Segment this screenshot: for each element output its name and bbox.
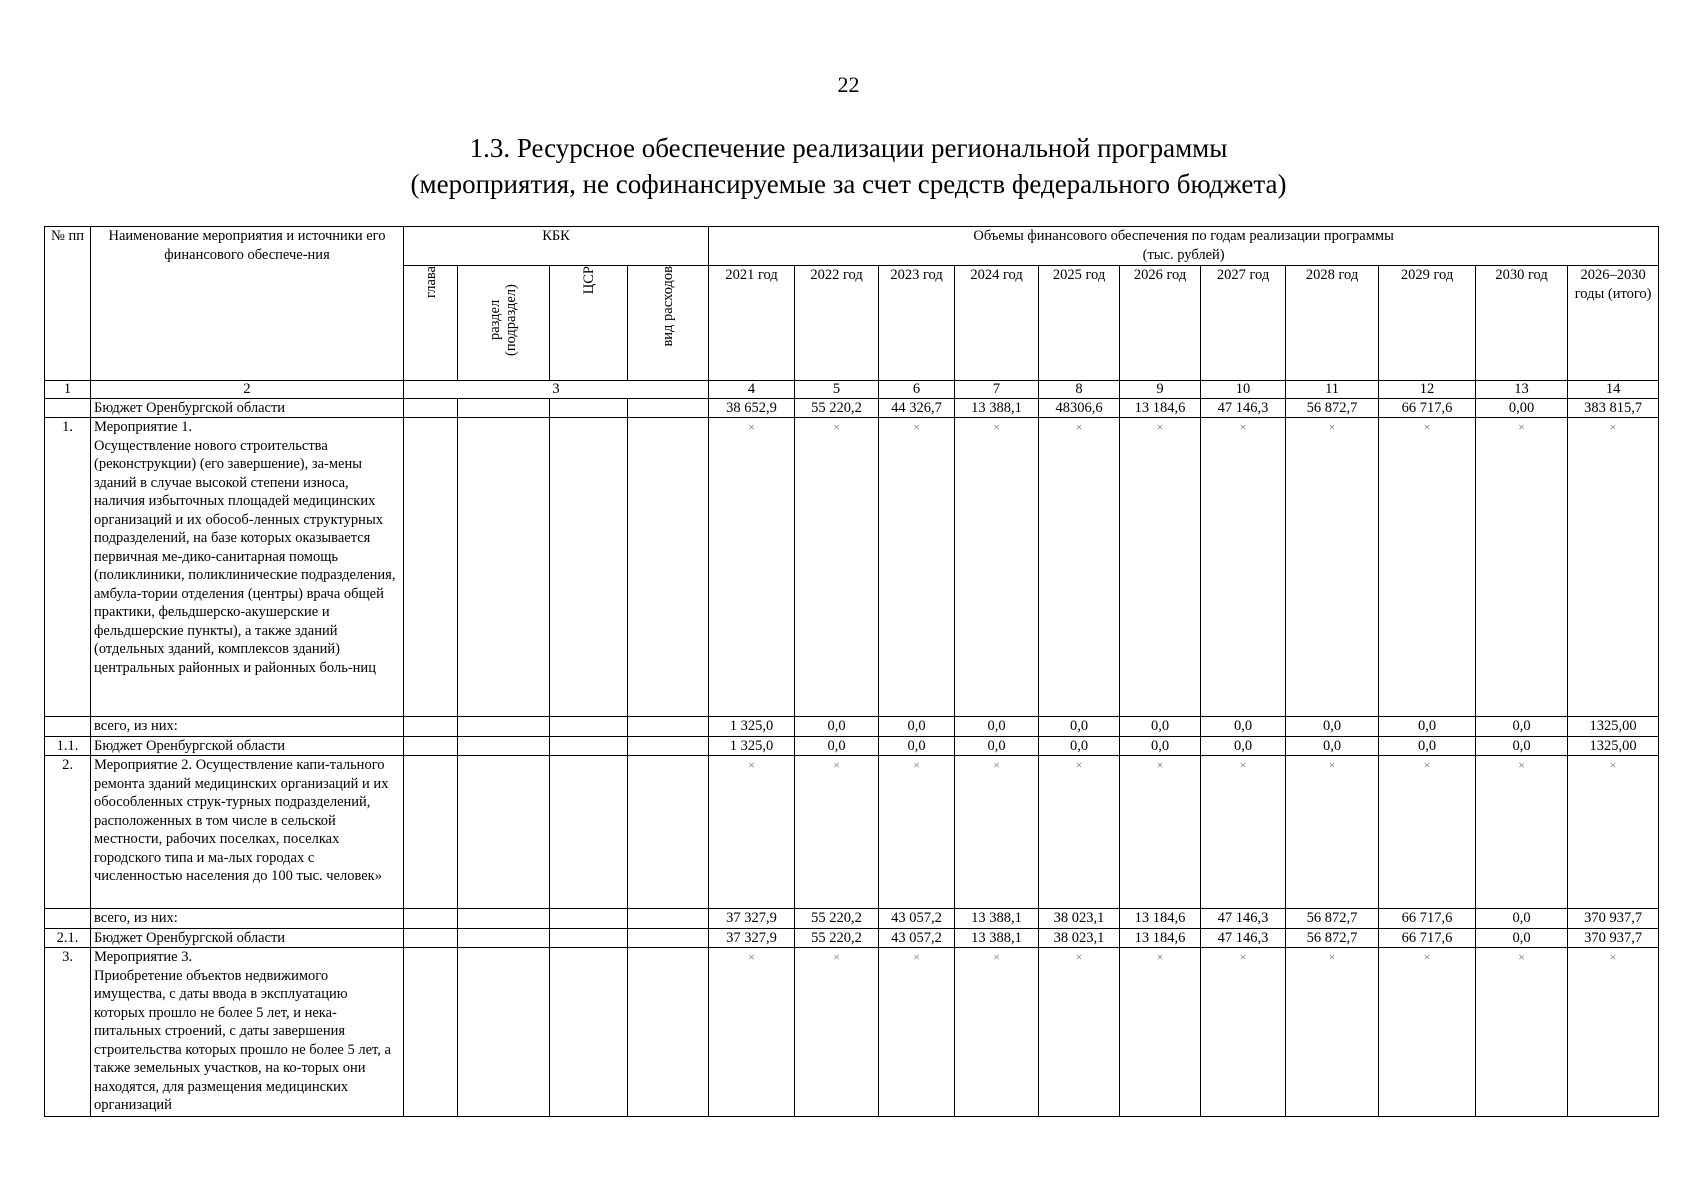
not-applicable-mark: × bbox=[1476, 418, 1568, 717]
not-applicable-mark: × bbox=[1120, 418, 1201, 717]
value-cell: 47 146,3 bbox=[1201, 398, 1286, 418]
kbk-cell bbox=[550, 717, 628, 737]
row-num bbox=[45, 398, 91, 418]
year-header: 2026–2030 годы (итого) bbox=[1568, 266, 1659, 381]
kbk-cell bbox=[550, 928, 628, 948]
row-num: 3. bbox=[45, 948, 91, 1117]
kbk-cell bbox=[550, 418, 628, 717]
value-cell: 370 937,7 bbox=[1568, 928, 1659, 948]
kbk-razdel-header bbox=[458, 266, 550, 381]
not-applicable-mark: × bbox=[1286, 756, 1379, 909]
value-cell: 0,0 bbox=[795, 717, 879, 737]
kbk-cell bbox=[404, 909, 458, 929]
kbk-cell bbox=[404, 928, 458, 948]
kbk-cell bbox=[404, 398, 458, 418]
table-row bbox=[45, 756, 1659, 909]
value-cell: 55 220,2 bbox=[795, 398, 879, 418]
row-name: Бюджет Оренбургской области bbox=[91, 928, 404, 948]
not-applicable-mark: × bbox=[1568, 756, 1659, 909]
value-cell: 66 717,6 bbox=[1379, 909, 1476, 929]
value-cell: 13 184,6 bbox=[1120, 398, 1201, 418]
kbk-vid-header bbox=[628, 266, 709, 381]
value-cell: 48306,6 bbox=[1039, 398, 1120, 418]
kbk-csr-label: ЦСР bbox=[580, 266, 597, 295]
value-cell: 0,0 bbox=[1476, 928, 1568, 948]
value-cell: 0,0 bbox=[879, 717, 955, 737]
not-applicable-mark: × bbox=[1476, 948, 1568, 1117]
kbk-cell bbox=[628, 756, 709, 909]
kbk-cell bbox=[550, 948, 628, 1117]
table-row bbox=[45, 398, 1659, 418]
value-cell: 47 146,3 bbox=[1201, 928, 1286, 948]
row-name: Мероприятие 2. Осуществление капи-тального ремонта зданий медицинских организаций и их обособленных струк-турных подразделений, расположенных в том числе в сельской местности, рабочих поселках, поселках городского типа и ма-лых городах с численностью населения до 100 тыс. человек» bbox=[91, 756, 404, 909]
kbk-cell bbox=[628, 948, 709, 1117]
not-applicable-mark: × bbox=[1379, 948, 1476, 1117]
table-body bbox=[45, 380, 1659, 1117]
value-cell: 0,0 bbox=[1476, 909, 1568, 929]
year-header: 2028 год bbox=[1286, 266, 1379, 381]
not-applicable-mark: × bbox=[1201, 418, 1286, 717]
kbk-cell bbox=[628, 736, 709, 756]
kbk-cell bbox=[458, 948, 550, 1117]
kbk-cell bbox=[550, 398, 628, 418]
not-applicable-mark: × bbox=[1201, 948, 1286, 1117]
value-cell: 43 057,2 bbox=[879, 928, 955, 948]
kbk-csr-header bbox=[550, 266, 628, 381]
kbk-cell bbox=[458, 909, 550, 929]
value-cell: 0,0 bbox=[1039, 717, 1120, 737]
year-header: 2021 год bbox=[709, 266, 795, 381]
not-applicable-mark: × bbox=[795, 948, 879, 1117]
row-num: 2.1. bbox=[45, 928, 91, 948]
year-header: 2022 год bbox=[795, 266, 879, 381]
row-num: 2. bbox=[45, 756, 91, 909]
not-applicable-mark: × bbox=[709, 756, 795, 909]
kbk-cell bbox=[458, 418, 550, 717]
value-cell: 0,0 bbox=[1286, 717, 1379, 737]
not-applicable-mark: × bbox=[1379, 418, 1476, 717]
not-applicable-mark: × bbox=[1476, 756, 1568, 909]
kbk-cell bbox=[404, 948, 458, 1117]
value-cell: 56 872,7 bbox=[1286, 398, 1379, 418]
table-row bbox=[45, 909, 1659, 929]
kbk-glava-header bbox=[404, 266, 458, 381]
row-name: Мероприятие 3. Приобретение объектов недвижимого имущества, с даты ввода в эксплуатацию которых прошло не более 5 лет, и нека-питальных строений, с даты завершения строительства которых прошло не более 5 лет, а также земельных участков, на ко-торых они находятся, для размещения медицинских организаций bbox=[91, 948, 404, 1117]
value-cell: 1 325,0 bbox=[709, 736, 795, 756]
not-applicable-mark: × bbox=[1120, 756, 1201, 909]
value-cell: 55 220,2 bbox=[795, 928, 879, 948]
header-volumes-title: Объемы финансового обеспечения по годам реализации программы bbox=[973, 228, 1394, 244]
index-cell: 7 bbox=[955, 380, 1039, 398]
kbk-glava-label: глава bbox=[422, 266, 439, 298]
not-applicable-mark: × bbox=[1120, 948, 1201, 1117]
not-applicable-mark: × bbox=[1568, 418, 1659, 717]
not-applicable-mark: × bbox=[1039, 418, 1120, 717]
row-name: всего, из них: bbox=[91, 909, 404, 929]
value-cell: 0,0 bbox=[1476, 736, 1568, 756]
header-volumes-unit: (тыс. рублей) bbox=[1142, 246, 1225, 263]
index-cell: 14 bbox=[1568, 380, 1659, 398]
title-line-2: (мероприятия, не софинансируемые за счет средств федерального бюджета) bbox=[410, 169, 1287, 199]
kbk-cell bbox=[404, 418, 458, 717]
kbk-cell bbox=[550, 736, 628, 756]
table-row bbox=[45, 418, 1659, 717]
value-cell: 0,0 bbox=[1201, 736, 1286, 756]
year-header: 2027 год bbox=[1201, 266, 1286, 381]
kbk-cell bbox=[628, 928, 709, 948]
index-cell: 8 bbox=[1039, 380, 1120, 398]
row-num: 1.1. bbox=[45, 736, 91, 756]
title-line-1: 1.3. Ресурсное обеспечение реализации региональной программы bbox=[469, 133, 1228, 163]
value-cell: 370 937,7 bbox=[1568, 909, 1659, 929]
not-applicable-mark: × bbox=[795, 418, 879, 717]
index-cell: 13 bbox=[1476, 380, 1568, 398]
not-applicable-mark: × bbox=[879, 756, 955, 909]
value-cell: 0,0 bbox=[1201, 717, 1286, 737]
value-cell: 37 327,9 bbox=[709, 928, 795, 948]
index-row bbox=[45, 380, 1659, 398]
not-applicable-mark: × bbox=[1286, 418, 1379, 717]
index-cell: 9 bbox=[1120, 380, 1201, 398]
value-cell: 13 388,1 bbox=[955, 398, 1039, 418]
value-cell: 0,0 bbox=[1286, 736, 1379, 756]
row-name: Бюджет Оренбургской области bbox=[91, 736, 404, 756]
value-cell: 0,0 bbox=[955, 736, 1039, 756]
budget-table bbox=[44, 226, 1659, 1117]
not-applicable-mark: × bbox=[955, 756, 1039, 909]
not-applicable-mark: × bbox=[1286, 948, 1379, 1117]
not-applicable-mark: × bbox=[1039, 756, 1120, 909]
kbk-vid-label: вид расходов bbox=[660, 266, 677, 347]
year-header: 2029 год bbox=[1379, 266, 1476, 381]
row-name: Бюджет Оренбургской области bbox=[91, 398, 404, 418]
value-cell: 1325,00 bbox=[1568, 717, 1659, 737]
index-cell: 6 bbox=[879, 380, 955, 398]
header-num: № пп bbox=[45, 227, 91, 381]
index-cell: 1 bbox=[45, 380, 91, 398]
value-cell: 0,0 bbox=[1039, 736, 1120, 756]
kbk-cell bbox=[404, 736, 458, 756]
kbk-razdel-label: раздел (подраздел) bbox=[486, 284, 519, 356]
value-cell: 13 184,6 bbox=[1120, 928, 1201, 948]
kbk-cell bbox=[628, 909, 709, 929]
not-applicable-mark: × bbox=[1379, 756, 1476, 909]
index-cell: 4 bbox=[709, 380, 795, 398]
kbk-cell bbox=[458, 398, 550, 418]
row-name: Мероприятие 1. Осуществление нового строительства (реконструкции) (его завершение), за-мены зданий в случае высокой степени износа, наличия избыточных площадей медицинских организаций и их обособ-ленных структурных подразделений, на базе которых оказывается первичная ме-дико-санитарная помощь (поликлиники, поликлинические подразделения, амбула-тории отделения (центры) врача общей практики, фельдшерско-акушерские и фельдшерские пункты), а также зданий (отдельных зданий, комплексов зданий) центральных районных и районных боль-ниц bbox=[91, 418, 404, 717]
value-cell: 37 327,9 bbox=[709, 909, 795, 929]
value-cell: 0,0 bbox=[1379, 717, 1476, 737]
table-row bbox=[45, 928, 1659, 948]
value-cell: 13 388,1 bbox=[955, 909, 1039, 929]
not-applicable-mark: × bbox=[795, 756, 879, 909]
value-cell: 38 023,1 bbox=[1039, 909, 1120, 929]
value-cell: 0,0 bbox=[879, 736, 955, 756]
kbk-cell bbox=[628, 717, 709, 737]
row-name: всего, из них: bbox=[91, 717, 404, 737]
kbk-cell bbox=[404, 756, 458, 909]
row-num bbox=[45, 909, 91, 929]
not-applicable-mark: × bbox=[879, 948, 955, 1117]
value-cell: 0,0 bbox=[1476, 717, 1568, 737]
value-cell: 44 326,7 bbox=[879, 398, 955, 418]
value-cell: 0,0 bbox=[795, 736, 879, 756]
not-applicable-mark: × bbox=[709, 948, 795, 1117]
value-cell: 56 872,7 bbox=[1286, 909, 1379, 929]
row-num bbox=[45, 717, 91, 737]
value-cell: 38 652,9 bbox=[709, 398, 795, 418]
kbk-cell bbox=[550, 909, 628, 929]
index-cell: 10 bbox=[1201, 380, 1286, 398]
value-cell: 1325,00 bbox=[1568, 736, 1659, 756]
index-cell: 12 bbox=[1379, 380, 1476, 398]
kbk-cell bbox=[458, 736, 550, 756]
kbk-cell bbox=[628, 398, 709, 418]
year-header: 2026 год bbox=[1120, 266, 1201, 381]
not-applicable-mark: × bbox=[1568, 948, 1659, 1117]
index-cell: 5 bbox=[795, 380, 879, 398]
kbk-cell bbox=[404, 717, 458, 737]
kbk-cell bbox=[628, 418, 709, 717]
header-name: Наименование мероприятия и источники его финансового обеспече-ния bbox=[91, 227, 404, 381]
value-cell: 43 057,2 bbox=[879, 909, 955, 929]
value-cell: 0,0 bbox=[955, 717, 1039, 737]
page-title bbox=[0, 130, 1697, 202]
kbk-cell bbox=[458, 756, 550, 909]
not-applicable-mark: × bbox=[1201, 756, 1286, 909]
not-applicable-mark: × bbox=[955, 948, 1039, 1117]
year-header: 2025 год bbox=[1039, 266, 1120, 381]
value-cell: 0,0 bbox=[1120, 717, 1201, 737]
value-cell: 55 220,2 bbox=[795, 909, 879, 929]
value-cell: 0,00 bbox=[1476, 398, 1568, 418]
page-number: 22 bbox=[837, 72, 860, 97]
header-volumes bbox=[709, 227, 1659, 266]
value-cell: 0,0 bbox=[1379, 736, 1476, 756]
value-cell: 66 717,6 bbox=[1379, 928, 1476, 948]
year-header: 2030 год bbox=[1476, 266, 1568, 381]
index-cell: 11 bbox=[1286, 380, 1379, 398]
table-row bbox=[45, 717, 1659, 737]
kbk-cell bbox=[458, 717, 550, 737]
table-row bbox=[45, 736, 1659, 756]
kbk-cell bbox=[458, 928, 550, 948]
table-row bbox=[45, 948, 1659, 1117]
row-num: 1. bbox=[45, 418, 91, 717]
value-cell: 383 815,7 bbox=[1568, 398, 1659, 418]
value-cell: 13 184,6 bbox=[1120, 909, 1201, 929]
not-applicable-mark: × bbox=[879, 418, 955, 717]
index-cell: 3 bbox=[404, 380, 709, 398]
value-cell: 38 023,1 bbox=[1039, 928, 1120, 948]
year-header: 2024 год bbox=[955, 266, 1039, 381]
value-cell: 47 146,3 bbox=[1201, 909, 1286, 929]
kbk-cell bbox=[550, 756, 628, 909]
value-cell: 13 388,1 bbox=[955, 928, 1039, 948]
value-cell: 1 325,0 bbox=[709, 717, 795, 737]
year-header: 2023 год bbox=[879, 266, 955, 381]
value-cell: 0,0 bbox=[1120, 736, 1201, 756]
index-cell: 2 bbox=[91, 380, 404, 398]
not-applicable-mark: × bbox=[709, 418, 795, 717]
not-applicable-mark: × bbox=[1039, 948, 1120, 1117]
not-applicable-mark: × bbox=[955, 418, 1039, 717]
value-cell: 56 872,7 bbox=[1286, 928, 1379, 948]
value-cell: 66 717,6 bbox=[1379, 398, 1476, 418]
header-kbk: КБК bbox=[404, 227, 709, 266]
